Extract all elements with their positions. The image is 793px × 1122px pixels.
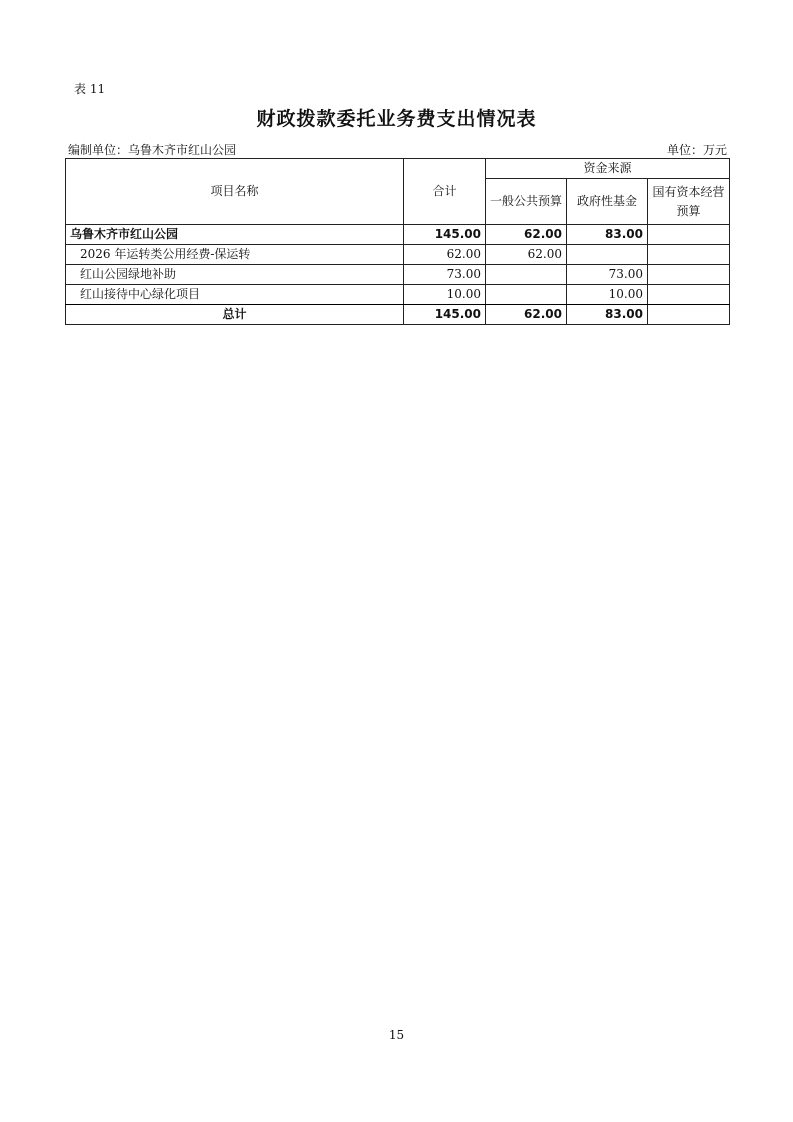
total-sum: 145.00: [404, 305, 486, 325]
row-fund: 83.00: [567, 225, 648, 245]
row-general: [486, 265, 567, 285]
table-row: [66, 285, 730, 305]
table-row: [66, 265, 730, 285]
row-total: 62.00: [404, 245, 486, 265]
row-fund: 73.00: [567, 265, 648, 285]
table-row: [66, 225, 730, 245]
row-name: 红山接待中心绿化项目: [66, 285, 404, 305]
row-state: [648, 245, 730, 265]
header-row-1: [66, 159, 730, 179]
row-name: 乌鲁木齐市红山公园: [66, 225, 404, 245]
row-state: [648, 225, 730, 245]
total-state: [648, 305, 730, 325]
table-number: 表 11: [74, 82, 106, 96]
header-total: 合计: [404, 159, 486, 225]
header-government-fund: 政府性基金: [567, 179, 648, 225]
row-name: 2026 年运转类公用经费-保运转: [66, 245, 404, 265]
row-general: 62.00: [486, 225, 567, 245]
page-number: 15: [388, 1028, 405, 1042]
row-state: [648, 265, 730, 285]
row-total: 73.00: [404, 265, 486, 285]
total-label: 总计: [66, 305, 404, 325]
row-name: 红山公园绿地补助: [66, 265, 404, 285]
row-fund: 10.00: [567, 285, 648, 305]
total-general: 62.00: [486, 305, 567, 325]
header-state-capital: [648, 179, 730, 225]
currency-unit: 单位：万元: [666, 143, 727, 157]
row-general: [486, 285, 567, 305]
header-state-capital-line1: 国有资本经营: [652, 184, 725, 199]
total-fund: 83.00: [567, 305, 648, 325]
row-total: 145.00: [404, 225, 486, 245]
header-fund-source: 资金来源: [486, 159, 730, 179]
header-project-name: 项目名称: [66, 159, 404, 225]
header-general-budget: 一般公共预算: [486, 179, 567, 225]
page-title: 财政拨款委托业务费支出情况表: [256, 108, 537, 130]
header-state-capital-line2: 预算: [676, 203, 701, 218]
row-fund: [567, 245, 648, 265]
expenditure-table: [65, 158, 730, 325]
compiling-unit: 编制单位：乌鲁木齐市红山公园: [68, 143, 237, 157]
row-general: 62.00: [486, 245, 567, 265]
total-row: [66, 305, 730, 325]
row-state: [648, 285, 730, 305]
table-row: [66, 245, 730, 265]
row-total: 10.00: [404, 285, 486, 305]
